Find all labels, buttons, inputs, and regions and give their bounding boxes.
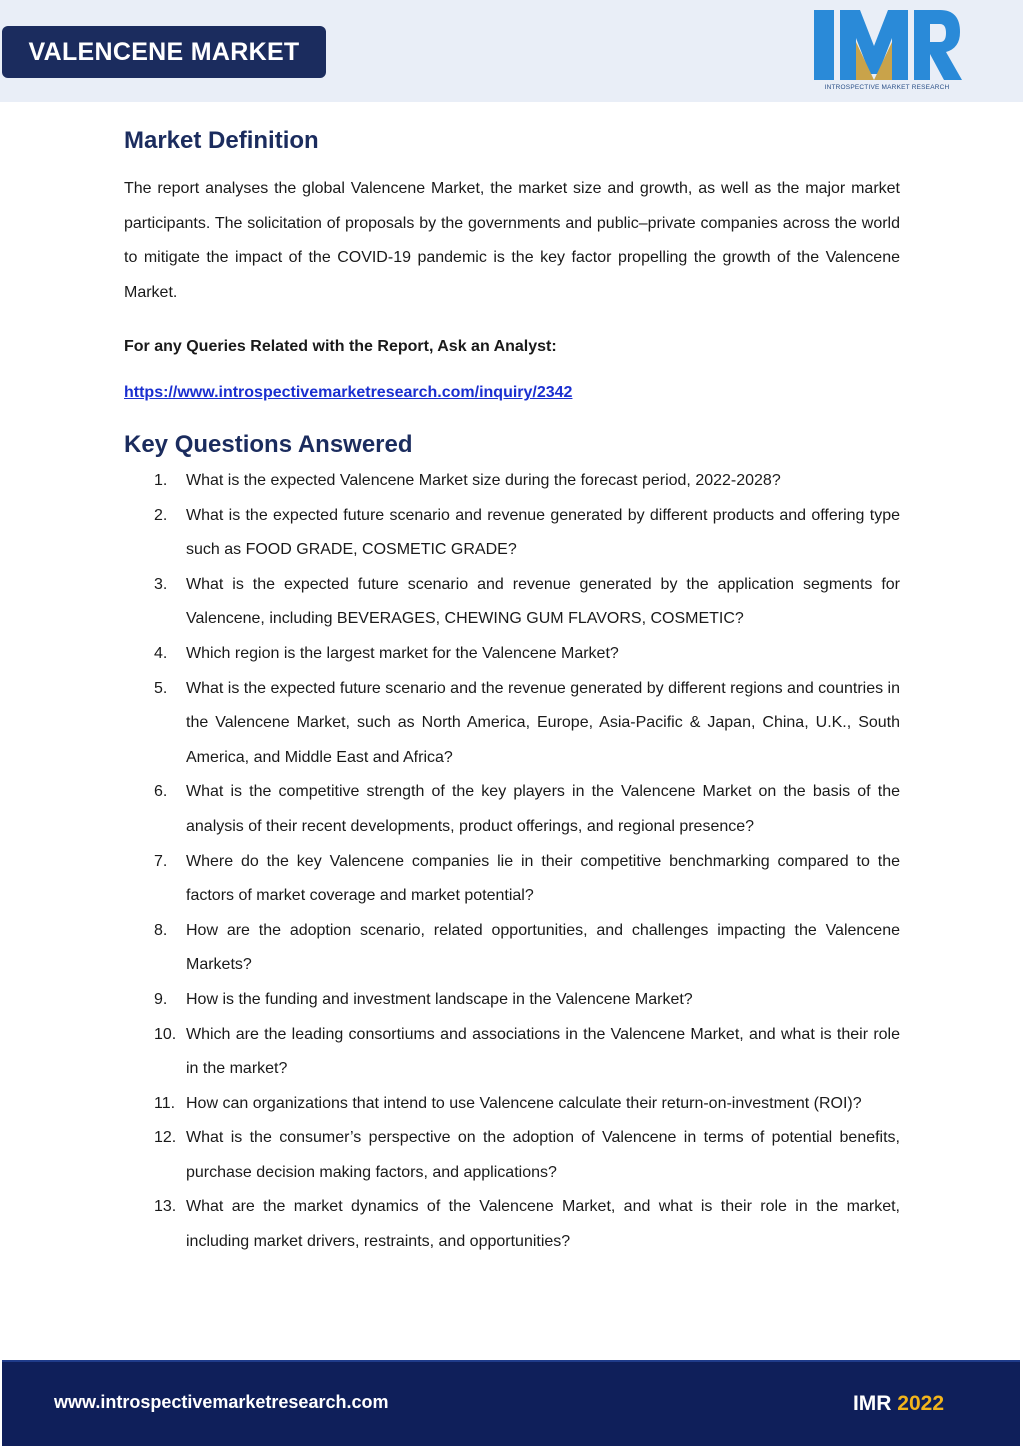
imr-logo: [812, 8, 962, 96]
list-item: [124, 1121, 900, 1190]
list-text: What are the market dynamics of the Valencene Market, and what is their role in the market, including market drivers, restraints, and opportunities?: [186, 1198, 900, 1251]
list-number: 10.: [154, 1025, 177, 1043]
list-text: Which region is the largest market for the Valencene Market?: [186, 644, 619, 662]
list-item: [124, 1087, 900, 1122]
list-number: 2.: [154, 506, 168, 524]
list-text: What is the expected future scenario and the revenue generated by different regions and countries in the Valencene Market, such as North America, Europe, Asia-Pacific & Japan, China, U.K., South America, and Middle East and Africa?: [186, 679, 900, 766]
list-item: [124, 775, 900, 844]
list-item: [124, 672, 900, 776]
list-text: What is the expected Valencene Market size during the forecast period, 2022-2028?: [186, 472, 781, 489]
questions-list: [124, 464, 900, 1260]
list-text: What is the competitive strength of the key players in the Valencene Market on the basis of the analysis of their recent developments, product offerings, and regional presence?: [186, 783, 900, 835]
list-item: [124, 637, 900, 672]
list-item: [124, 983, 900, 1018]
list-item: [124, 1018, 900, 1087]
list-text: What is the expected future scenario and revenue generated by the application segments for Valencene, including BEVERAGES, CHEWING GUM FLAVORS, COSMETIC?: [186, 575, 900, 628]
list-number: 4.: [154, 644, 168, 662]
list-text: How is the funding and investment landscape in the Valencene Market?: [186, 990, 693, 1008]
list-text: How are the adoption scenario, related opportunities, and challenges impacting the Valencene Markets?: [186, 921, 900, 974]
list-number: 9.: [154, 990, 168, 1008]
list-number: 7.: [154, 852, 168, 870]
main-content: [124, 126, 900, 1260]
list-number: 3.: [154, 575, 168, 593]
list-number: 13.: [154, 1198, 177, 1216]
list-item: [124, 499, 900, 568]
list-item: [124, 568, 900, 637]
list-number: 5.: [154, 679, 168, 697]
list-number: 12.: [154, 1129, 177, 1147]
list-text: Which are the leading consortiums and associations in the Valencene Market, and what is their role in the market?: [186, 1025, 900, 1078]
market-definition-paragraph: The report analyses the global Valencene Market, the market size and growth, as well as the major market participants. The solicitation of proposals by the governments and public–private companies across the world to mitigate the impact of the COVID-19 pandemic is the key factor propelling the growth of the Valencene Market.: [124, 180, 900, 301]
list-text: What is the consumer’s perspective on the adoption of Valencene in terms of potential benefits, purchase decision making factors, and applications?: [186, 1129, 900, 1181]
list-number: 8.: [154, 921, 168, 939]
imr-logo-mark: [812, 8, 962, 84]
document-title: VALENCENE MARKET: [2, 26, 326, 78]
footer-brand: [853, 1392, 944, 1416]
list-number: 6.: [154, 783, 168, 801]
list-item: [124, 1190, 900, 1259]
list-item: [124, 464, 900, 499]
list-text: How can organizations that intend to use Valencene calculate their return-on-investment (ROI)?: [186, 1094, 862, 1112]
market-definition-heading: Market Definition: [124, 127, 319, 154]
footer-website-link[interactable]: www.introspectivemarketresearch.com: [54, 1392, 389, 1412]
analyst-query-label: For any Queries Related with the Report, Ask an Analyst:: [124, 338, 557, 355]
footer-brand-name: IMR: [852, 1392, 892, 1415]
footer-bar: [2, 1360, 1020, 1446]
list-number: 11.: [154, 1094, 176, 1112]
list-number: 1.: [154, 472, 168, 489]
key-questions-heading: Key Questions Answered: [124, 431, 413, 458]
footer-year: 2022: [897, 1392, 944, 1415]
list-item: [124, 845, 900, 914]
logo-caption: INTROSPECTIVE MARKET RESEARCH: [824, 84, 950, 91]
list-item: [124, 914, 900, 983]
list-text: Where do the key Valencene companies lie in their competitive benchmarking compared to the factors of market coverage and market potential?: [186, 852, 900, 905]
inquiry-link[interactable]: https://www.introspectivemarketresearch.com/inquiry/2342: [124, 384, 573, 401]
list-text: What is the expected future scenario and revenue generated by different products and offering type such as FOOD GRADE, COSMETIC GRADE?: [186, 506, 900, 559]
